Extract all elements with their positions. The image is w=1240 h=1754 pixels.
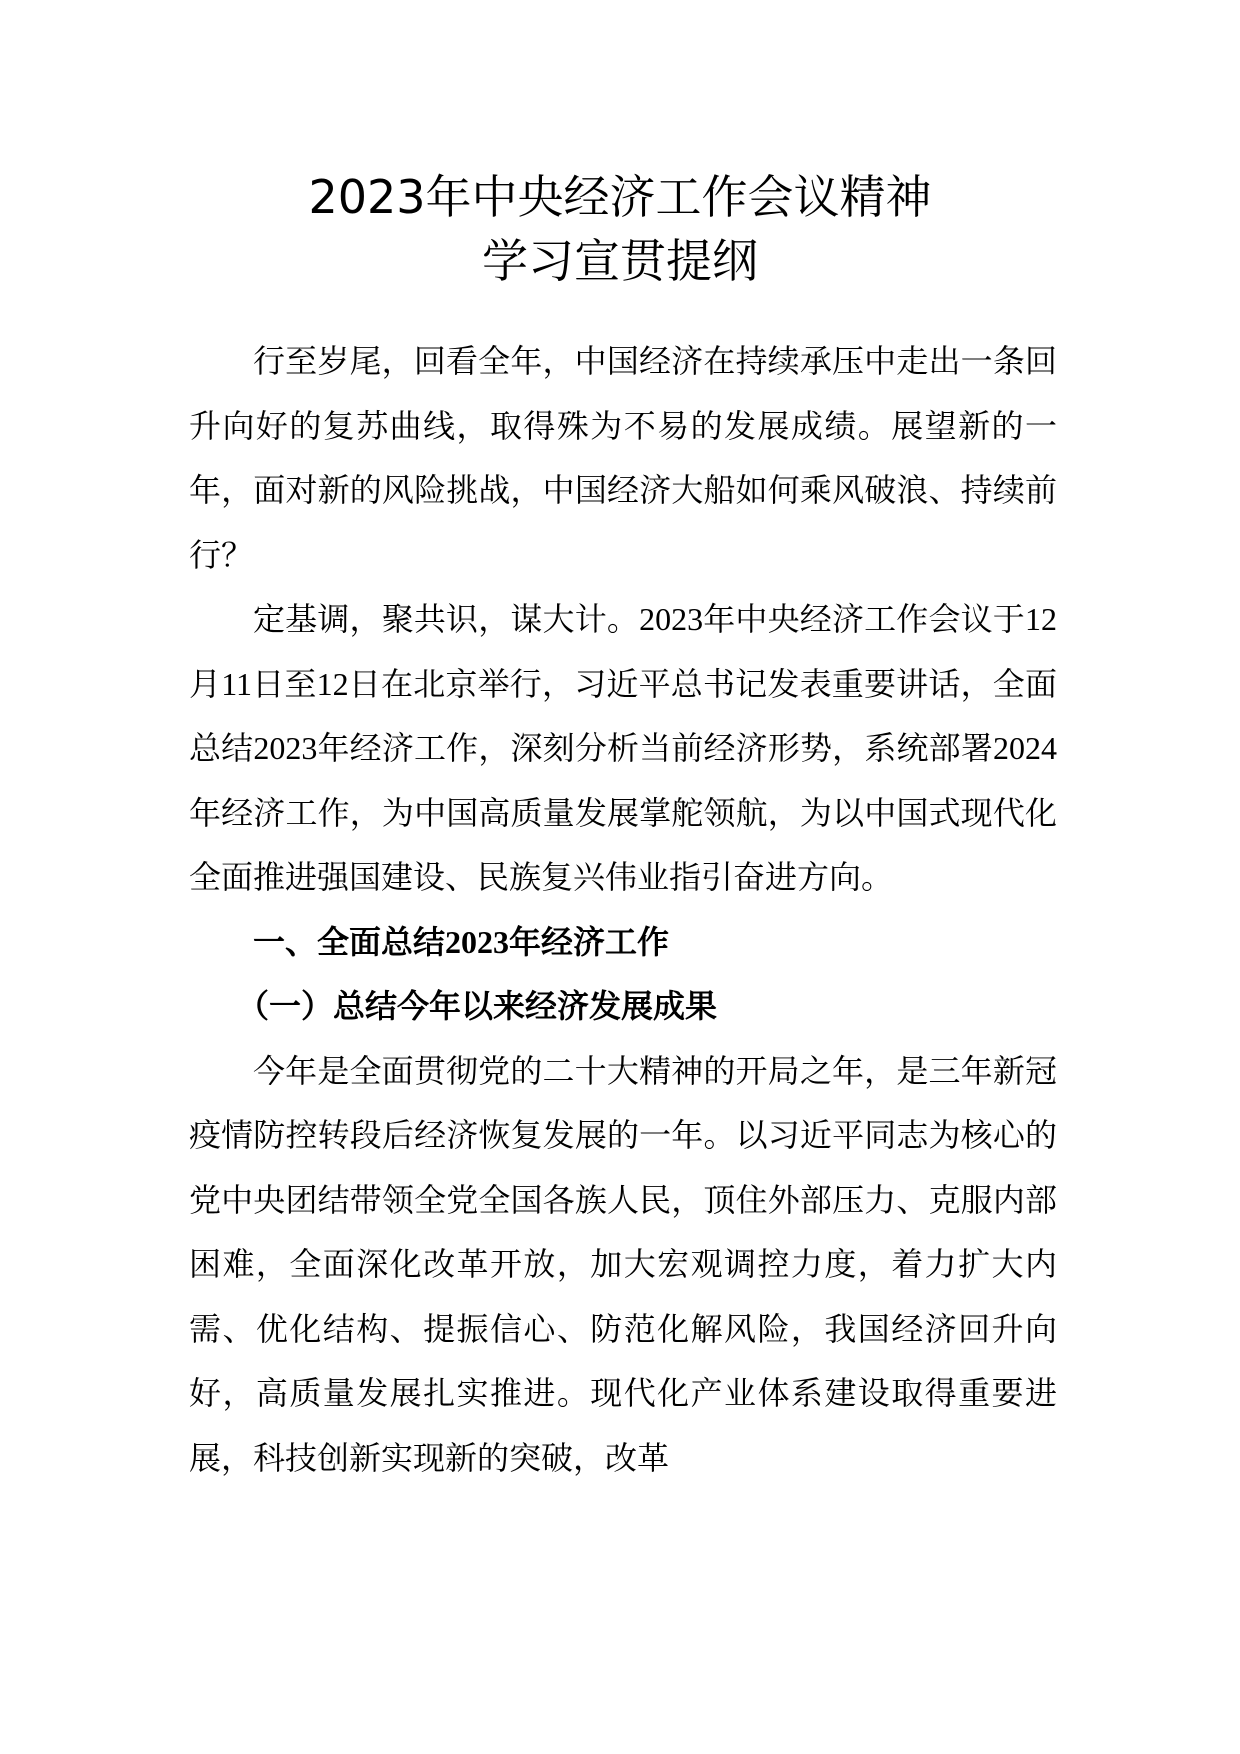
paragraph-achievements: 今年是全面贯彻党的二十大精神的开局之年，是三年新冠疫情防控转段后经济恢复发展的一年。以习近平同志为核心的党中央团结带领全党全国各族人民，顶住外部压力、克服内部困难，全面深化改革开放，加大宏观调控力度，着力扩大内需、优化结构、提振信心、防范化解风险，我国经济回升向好，高质量发展扎实推进。现代化产业体系建设取得重要进展，科技创新实现新的突破，改革 — [189, 1051, 1057, 1477]
heading-text: 一、全面总结 — [253, 922, 446, 961]
heading-number: 2023 — [445, 923, 510, 960]
text-segment: 年中央经济工作会议于 — [703, 600, 1025, 638]
heading-text: 年经济工作 — [509, 922, 670, 961]
paragraph-meeting — [189, 587, 1057, 910]
text-segment: 定基调，聚共识，谋大计。 — [253, 600, 640, 638]
number-segment: 12 — [1024, 601, 1057, 637]
subsection-heading-1: （一）总结今年以来经济发展成果 — [237, 987, 718, 1025]
document-body — [189, 329, 1057, 1490]
number-segment: 11 — [221, 665, 253, 702]
title-line-1: 2023年中央经济工作会议精神 — [308, 170, 932, 224]
text-segment: 年经济工作，深刻分析当前经济形势，系统部署 — [317, 729, 993, 767]
text-segment: 日在北京举行，习近平总书记发表重要讲话，全面总结 — [189, 664, 1057, 767]
number-segment: 2023 — [253, 730, 318, 766]
section-heading-1 — [189, 910, 1057, 975]
paragraph-intro: 行至岁尾，回看全年，中国经济在持续承压中走出一条回升向好的复苏曲线，取得殊为不易的发展成绩。展望新的一年，面对新的风险挑战，中国经济大船如何乘风破浪、持续前行？ — [189, 342, 1057, 574]
number-segment: 2023 — [639, 601, 704, 637]
text-segment: 年经济工作，为中国高质量发展掌舵领航，为以中国式现代化全面推进强国建设、民族复兴伟业指引奋进方向。 — [189, 793, 1057, 896]
title-line-2: 学习宣贯提纲 — [482, 234, 758, 288]
number-segment: 2024 — [992, 730, 1057, 766]
text-segment: 日至 — [252, 664, 317, 703]
number-segment: 12 — [316, 665, 349, 702]
document-title — [0, 165, 1240, 293]
text-segment: 月 — [189, 664, 222, 703]
